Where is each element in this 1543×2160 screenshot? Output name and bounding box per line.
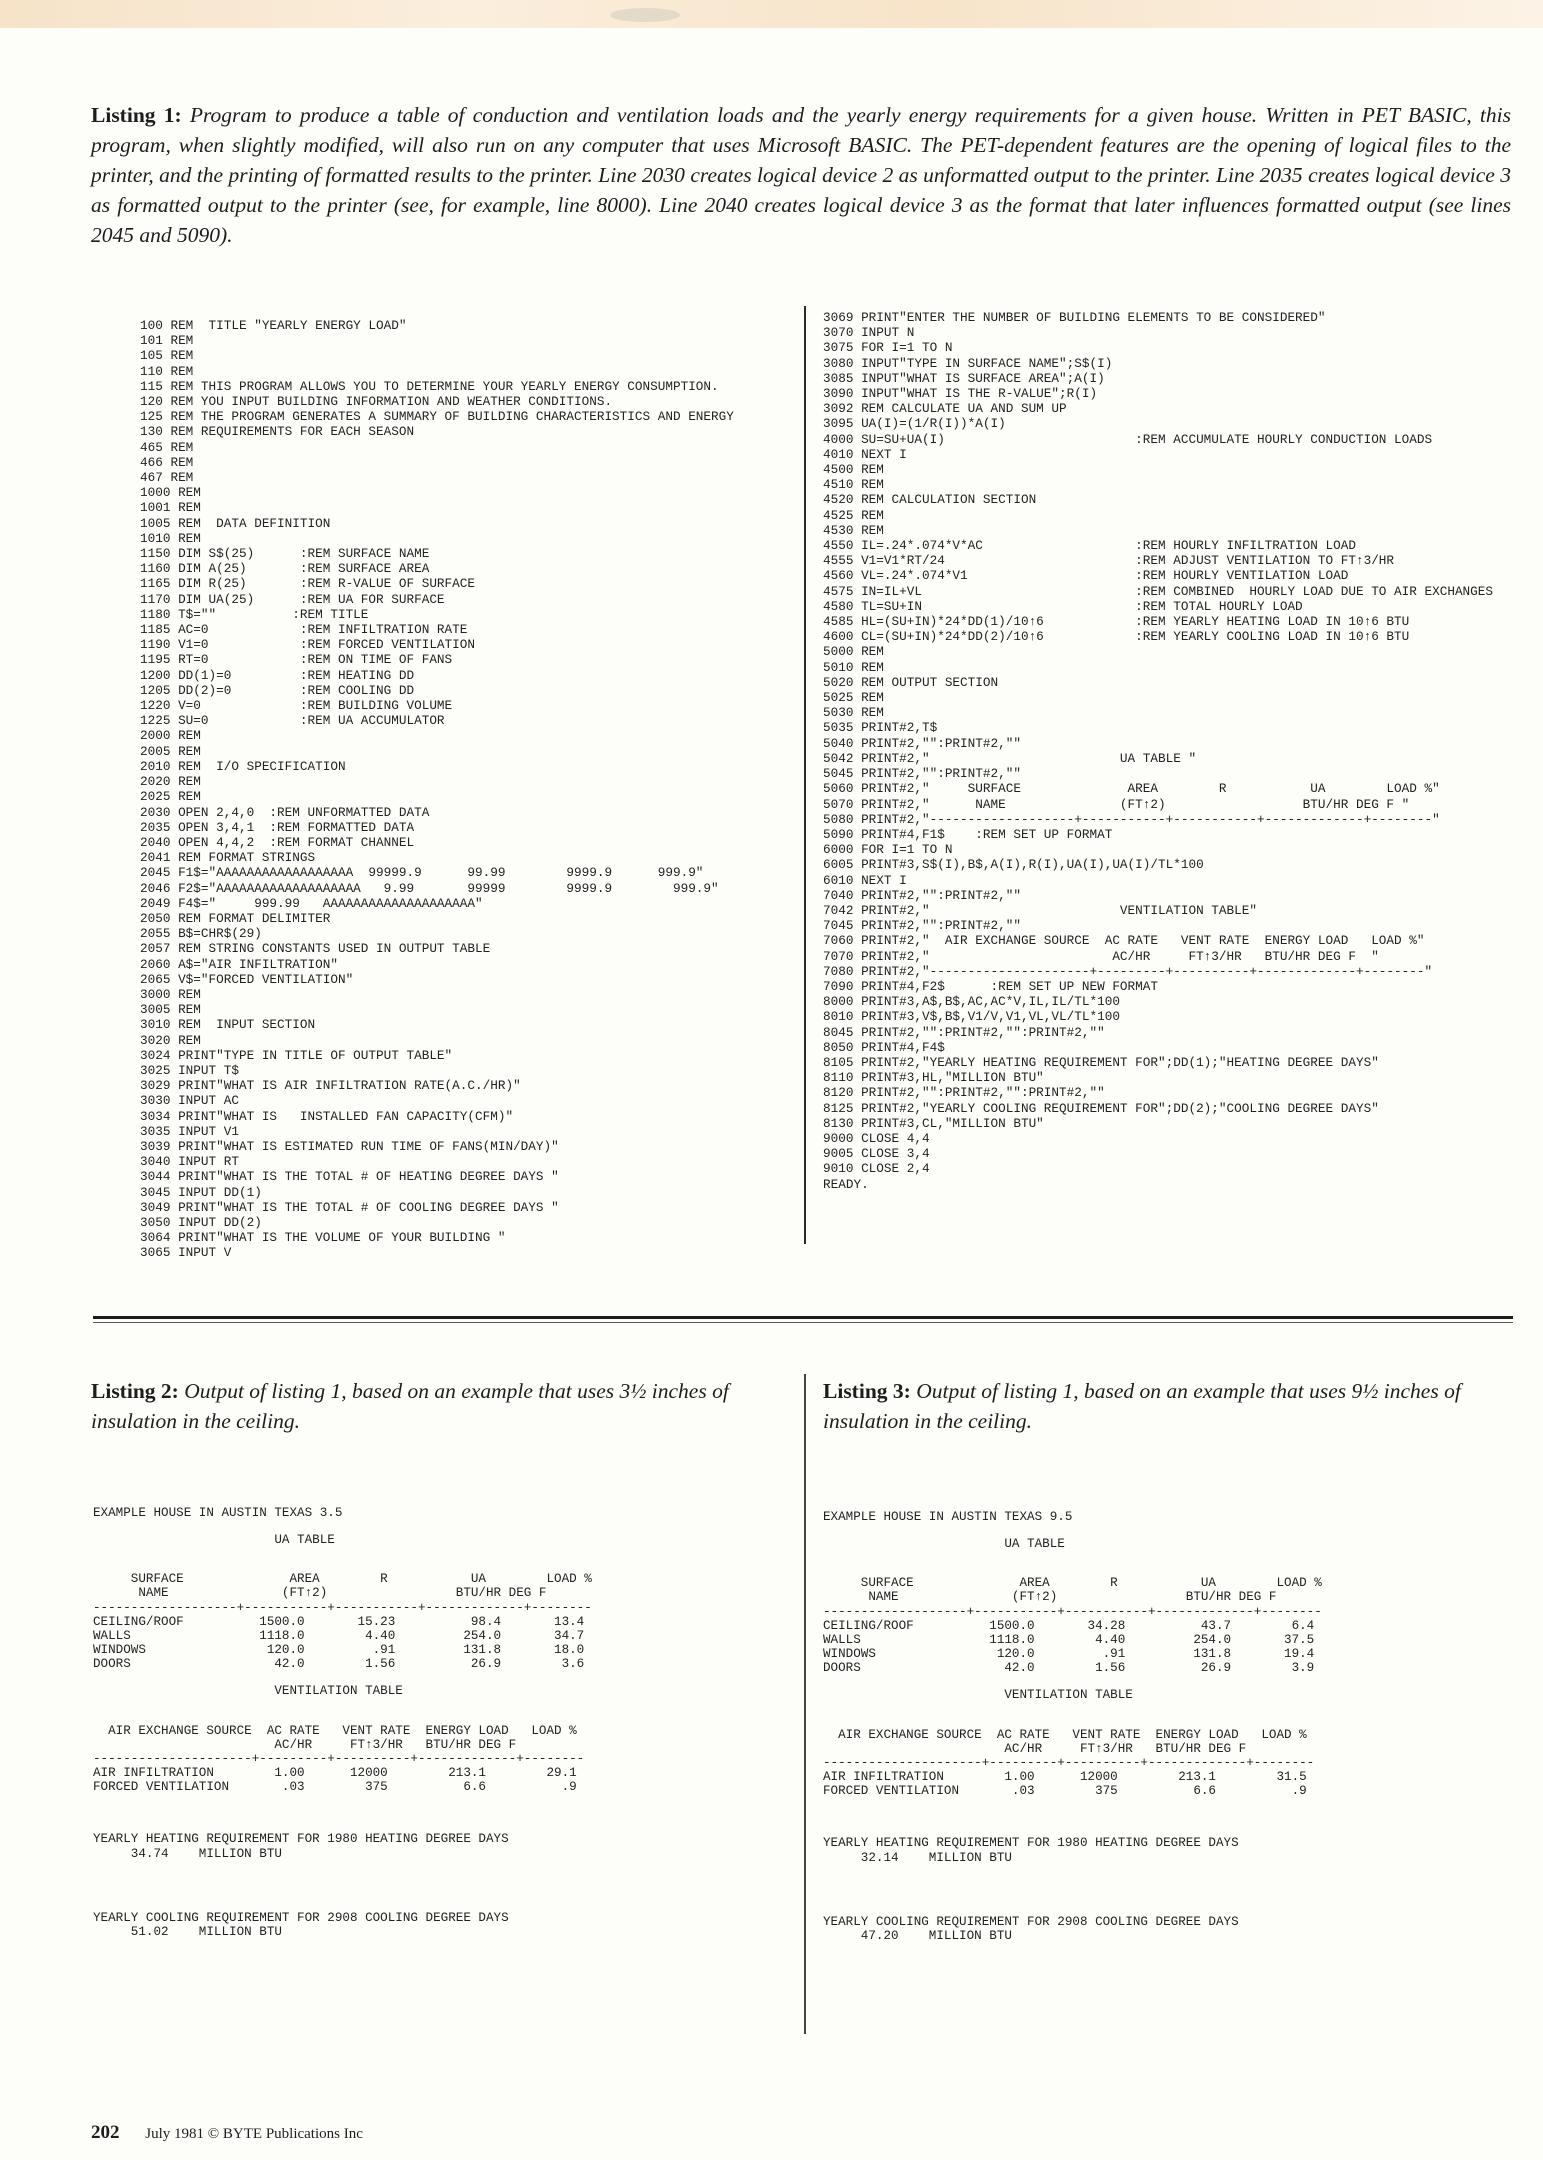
code-line: 105 REM (140, 348, 194, 364)
code-line: 2041 REM FORMAT STRINGS (140, 850, 316, 866)
code-line: 5090 PRINT#4,F1$ :REM SET UP FORMAT (823, 826, 1113, 842)
output-line (823, 1811, 1322, 1824)
code-line: 9005 CLOSE 3,4 (823, 1146, 930, 1162)
code-line: 5000 REM (823, 644, 884, 660)
code-line: 101 REM (140, 333, 194, 349)
output-line (823, 1865, 1322, 1878)
code-line: 5030 REM (823, 705, 884, 721)
code-line: 5025 REM (823, 690, 884, 706)
output-line (93, 1560, 592, 1573)
code-line: 3010 REM INPUT SECTION (140, 1017, 316, 1033)
output-line (93, 1899, 592, 1912)
output-line (93, 1807, 592, 1820)
code-line: 3000 REM (140, 986, 201, 1002)
output-line: WALLS 1118.0 4.40 254.0 37.5 (823, 1633, 1315, 1647)
output-line (823, 1551, 1322, 1564)
code-line: 2060 A$="AIR INFILTRATION" (140, 956, 338, 972)
code-line: 115 REM THIS PROGRAM ALLOWS YOU TO DETERMINE YOUR YEARLY ENERGY CONSUMPTION. (140, 378, 719, 394)
code-line: 3065 INPUT V (140, 1245, 232, 1261)
code-line: 1160 DIM A(25) :REM SURFACE AREA (140, 561, 430, 577)
code-line: 6000 FOR I=1 TO N (823, 842, 953, 858)
code-line: 4600 CL=(SU+IN)*24*DD(2)/10↑6 :REM YEARLY COOLING LOAD IN 10↑6 BTU (823, 629, 1410, 645)
code-line: 8110 PRINT#3,HL,"MILLION BTU" (823, 1070, 1044, 1086)
listing-2-caption (91, 1376, 781, 1436)
code-line: 3044 PRINT"WHAT IS THE TOTAL # OF HEATING DEGREE DAYS " (140, 1169, 559, 1185)
code-line: 2020 REM (140, 774, 201, 790)
code-line: 4510 REM (823, 477, 884, 493)
code-line: 6005 PRINT#3,S$(I),B$,A(I),R(I),UA(I),UA(I)/TL*100 (823, 857, 1204, 873)
code-line: 7080 PRINT#2,"---------------------+---------+----------+-------------+--------" (823, 963, 1433, 979)
code-line: 7070 PRINT#2," AC/HR FT↑3/HR BTU/HR DEG F " (823, 948, 1379, 964)
code-line: 1205 DD(2)=0 :REM COOLING DD (140, 682, 415, 698)
code-line: 2025 REM (140, 789, 201, 805)
code-line: 7090 PRINT#4,F2$ :REM SET UP NEW FORMAT (823, 978, 1159, 994)
code-line: 4520 REM CALCULATION SECTION (823, 492, 1037, 508)
output-line: ---------------------+---------+----------+-------------+-------- (93, 1752, 585, 1766)
code-line: 7045 PRINT#2,"":PRINT#2,"" (823, 918, 1021, 934)
code-line: 8050 PRINT#4,F4$ (823, 1039, 945, 1055)
top-color-strip (0, 0, 1543, 28)
publication-line: July 1981 © BYTE Publications Inc (145, 2126, 363, 2142)
print-smudge (610, 8, 680, 22)
code-line: 4010 NEXT I (823, 446, 907, 462)
code-line: 2050 REM FORMAT DELIMITER (140, 910, 331, 926)
code-line: 1220 V=0 :REM BUILDING VOLUME (140, 698, 453, 714)
output-line: 51.02 MILLION BTU (93, 1925, 282, 1940)
code-line: 7042 PRINT#2," VENTILATION TABLE" (823, 902, 1257, 918)
code-line: 1195 RT=0 :REM ON TIME OF FANS (140, 652, 453, 668)
code-line: 1200 DD(1)=0 :REM HEATING DD (140, 667, 415, 683)
output-line: -------------------+-----------+-----------+-------------+-------- (823, 1604, 1322, 1619)
code-line: 2005 REM (140, 743, 201, 759)
code-line: 2055 B$=CHR$(29) (140, 926, 262, 942)
code-line: 2030 OPEN 2,4,0 :REM UNFORMATTED DATA (140, 804, 430, 820)
listing-3-output (823, 1510, 1322, 1944)
code-line: 4555 V1=V1*RT/24 :REM ADJUST VENTILATION TO FT↑3/HR (823, 553, 1395, 569)
output-line (93, 1886, 592, 1899)
code-line: 100 REM TITLE "YEARLY ENERGY LOAD" (140, 318, 407, 333)
code-line: 2035 OPEN 3,4,1 :REM FORMATTED DATA (140, 819, 415, 835)
output-line (93, 1698, 592, 1711)
output-line (823, 1890, 1322, 1903)
code-line: 5035 PRINT#2,T$ (823, 720, 938, 736)
code-line: 3034 PRINT"WHAT IS INSTALLED FAN CAPACITY(CFM)" (140, 1108, 514, 1124)
code-line: 110 REM (140, 363, 194, 379)
code-line: 1010 REM (140, 530, 201, 546)
code-line: 3005 REM (140, 1002, 201, 1018)
code-line: 7060 PRINT#2," AIR EXCHANGE SOURCE AC RATE VENT RATE ENERGY LOAD LOAD %" (823, 933, 1425, 949)
code-line: 5045 PRINT#2,"":PRINT#2,"" (823, 766, 1021, 782)
listing-2-output (93, 1506, 592, 1940)
code-line: 8125 PRINT#2,"YEARLY COOLING REQUIREMENT FOR";DD(2);"COOLING DEGREE DAYS" (823, 1100, 1379, 1116)
code-line: 3064 PRINT"WHAT IS THE VOLUME OF YOUR BUILDING " (140, 1230, 506, 1246)
code-line: 5060 PRINT#2," SURFACE AREA R UA LOAD %" (823, 781, 1440, 797)
code-line: 1150 DIM S$(25) :REM SURFACE NAME (140, 546, 430, 562)
listing-3-caption (823, 1376, 1513, 1436)
output-line: YEARLY HEATING REQUIREMENT FOR 1980 HEATING DEGREE DAYS (93, 1832, 509, 1847)
code-line: 3092 REM CALCULATE UA AND SUM UP (823, 401, 1067, 417)
output-line: FORCED VENTILATION .03 375 6.6 .9 (93, 1780, 577, 1795)
code-line: 5042 PRINT#2," UA TABLE " (823, 750, 1197, 766)
output-line (823, 1799, 1322, 1812)
output-line: YEARLY HEATING REQUIREMENT FOR 1980 HEATING DEGREE DAYS (823, 1836, 1239, 1851)
code-line: 5040 PRINT#2,"":PRINT#2,"" (823, 735, 1021, 751)
code-line: 3029 PRINT"WHAT IS AIR INFILTRATION RATE(A.C./HR)" (140, 1078, 521, 1094)
code-line: 3049 PRINT"WHAT IS THE TOTAL # OF COOLING DEGREE DAYS " (140, 1199, 559, 1215)
code-line: 3030 INPUT AC (140, 1093, 239, 1109)
output-line (823, 1676, 1322, 1689)
listing-1-caption-text: Program to produce a table of conduction and ventilation loads and the yearly energy requirements for a given house. Written in PET BASIC, this program, when slightly modified, will also run on any computer that uses Microsoft BASIC. The PET-dependent features are the opening of logical files to the printer, and the printing of formatted results to the printer. Line 2030 creates logical device 2 as unformatted output to the printer. Line 2035 creates logical device 3 as formatted output to the printer (see, for example, line 8000). Line 2040 creates logical device 3 as the format that later influences formatted output (see lines 2045 and 5090). (91, 103, 1511, 247)
code-line: 4530 REM (823, 522, 884, 538)
listing-3-label: Listing 3: (823, 1379, 911, 1403)
listing-1-code-left (140, 318, 734, 1261)
output-line: EXAMPLE HOUSE IN AUSTIN TEXAS 9.5 (823, 1510, 1073, 1524)
output-line: EXAMPLE HOUSE IN AUSTIN TEXAS 3.5 (93, 1506, 343, 1520)
code-line: 120 REM YOU INPUT BUILDING INFORMATION AND WEATHER CONDITIONS. (140, 394, 613, 410)
code-line: 4000 SU=SU+UA(I) :REM ACCUMULATE HOURLY CONDUCTION LOADS (823, 431, 1433, 447)
output-line: DOORS 42.0 1.56 26.9 3.6 (93, 1657, 585, 1672)
code-line: 3070 INPUT N (823, 325, 915, 341)
listing-3-caption-text: Output of listing 1, based on an example that uses 9½ inches of insulation in the ceiling. (823, 1379, 1461, 1433)
output-line: WINDOWS 120.0 .91 131.8 18.0 (93, 1643, 585, 1658)
output-line: NAME (FT↑2) BTU/HR DEG F (93, 1586, 547, 1601)
code-line: 3025 INPUT T$ (140, 1062, 239, 1078)
code-line: 4500 REM (823, 462, 884, 478)
output-line: AIR EXCHANGE SOURCE AC RATE VENT RATE ENERGY LOAD LOAD % (823, 1727, 1307, 1742)
output-line: 47.20 MILLION BTU (823, 1929, 1012, 1944)
code-line: 1170 DIM UA(25) :REM UA FOR SURFACE (140, 591, 445, 607)
output-line (93, 1795, 592, 1808)
code-line: 3024 PRINT"TYPE IN TITLE OF OUTPUT TABLE" (140, 1047, 453, 1063)
code-line: 2049 F4$=" 999.99 AAAAAAAAAAAAAAAAAAAA" (140, 895, 483, 911)
listing-2-label: Listing 2: (91, 1379, 179, 1403)
code-line: 1185 AC=0 :REM INFILTRATION RATE (140, 622, 468, 638)
code-line: 8000 PRINT#3,A$,B$,AC,AC*V,IL,IL/TL*100 (823, 994, 1120, 1010)
code-line: 3020 REM (140, 1032, 201, 1048)
code-line: 3075 FOR I=1 TO N (823, 340, 953, 356)
code-line: 1005 REM DATA DEFINITION (140, 515, 331, 531)
code-line: 125 REM THE PROGRAM GENERATES A SUMMARY OF BUILDING CHARACTERISTICS AND ENERGY (140, 409, 734, 425)
output-line: VENTILATION TABLE (93, 1684, 403, 1699)
output-line: YEARLY COOLING REQUIREMENT FOR 2908 COOLING DEGREE DAYS (823, 1915, 1239, 1930)
code-line: 3080 INPUT"TYPE IN SURFACE NAME";S$(I) (823, 355, 1113, 371)
output-line (93, 1520, 592, 1533)
output-line: AIR EXCHANGE SOURCE AC RATE VENT RATE ENERGY LOAD LOAD % (93, 1723, 577, 1738)
output-line (93, 1861, 592, 1874)
output-line (93, 1820, 592, 1833)
output-line: -------------------+-----------+-----------+-------------+-------- (93, 1600, 592, 1615)
listing-1-label: Listing 1: (91, 103, 182, 127)
code-line: 1001 REM (140, 500, 201, 516)
code-line: 4580 TL=SU+IN :REM TOTAL HOURLY LOAD (823, 598, 1303, 614)
output-line (823, 1715, 1322, 1728)
code-line: 130 REM REQUIREMENTS FOR EACH SEASON (140, 424, 415, 440)
output-line (93, 1547, 592, 1560)
output-line (823, 1524, 1322, 1537)
page-number: 202 (91, 2122, 120, 2143)
code-line: 3040 INPUT RT (140, 1154, 239, 1170)
code-line: 5080 PRINT#2,"-------------------+-----------+-----------+-------------+--------" (823, 811, 1440, 827)
code-line: 4525 REM (823, 507, 884, 523)
code-line: 3090 INPUT"WHAT IS THE R-VALUE";R(I) (823, 386, 1098, 402)
output-line: FORCED VENTILATION .03 375 6.6 .9 (823, 1784, 1307, 1799)
code-line: 1000 REM (140, 485, 201, 501)
code-line: 2057 REM STRING CONSTANTS USED IN OUTPUT TABLE (140, 941, 491, 957)
code-line: 9010 CLOSE 2,4 (823, 1161, 930, 1177)
code-line: 2040 OPEN 4,4,2 :REM FORMAT CHANNEL (140, 834, 415, 850)
code-line: 3045 INPUT DD(1) (140, 1184, 262, 1200)
code-line: 1225 SU=0 :REM UA ACCUMULATOR (140, 713, 445, 729)
code-line: 3039 PRINT"WHAT IS ESTIMATED RUN TIME OF FANS(MIN/DAY)" (140, 1138, 559, 1154)
code-line: 467 REM (140, 470, 194, 486)
code-line: 5020 REM OUTPUT SECTION (823, 674, 999, 690)
output-line (93, 1711, 592, 1724)
output-line (823, 1903, 1322, 1916)
output-line: AC/HR FT↑3/HR BTU/HR DEG F (823, 1741, 1247, 1756)
code-line: 2046 F2$="AAAAAAAAAAAAAAAAAAA 9.99 99999 9999.9 999.9" (140, 880, 719, 896)
code-line: 2000 REM (140, 728, 201, 744)
output-line: NAME (FT↑2) BTU/HR DEG F (823, 1590, 1277, 1605)
listing-1-caption (91, 100, 1511, 250)
listing-2-caption-text: Output of listing 1, based on an example that uses 3½ inches of insulation in the ceiling. (91, 1379, 729, 1433)
code-line: 465 REM (140, 439, 194, 455)
code-line: 7040 PRINT#2,"":PRINT#2,"" (823, 887, 1021, 903)
output-line: CEILING/ROOF 1500.0 15.23 98.4 13.4 (93, 1614, 585, 1629)
code-line: 1190 V1=0 :REM FORCED VENTILATION (140, 637, 476, 653)
code-line: 4585 HL=(SU+IN)*24*DD(1)/10↑6 :REM YEARLY HEATING LOAD IN 10↑6 BTU (823, 614, 1410, 630)
output-line (93, 1873, 592, 1886)
output-line: CEILING/ROOF 1500.0 34.28 43.7 6.4 (823, 1618, 1315, 1633)
output-line (93, 1672, 592, 1685)
output-line: UA TABLE (823, 1536, 1065, 1551)
output-line: WINDOWS 120.0 .91 131.8 19.4 (823, 1647, 1315, 1662)
code-line: 4550 IL=.24*.074*V*AC :REM HOURLY INFILTRATION LOAD (823, 538, 1356, 554)
listing-divider (804, 1374, 806, 2034)
code-line: 2045 F1$="AAAAAAAAAAAAAAAAAA 99999.9 99.99 9999.9 999.9" (140, 865, 704, 881)
code-line: 3035 INPUT V1 (140, 1123, 239, 1139)
code-line: READY. (823, 1176, 869, 1192)
output-line: 32.14 MILLION BTU (823, 1850, 1012, 1865)
listing-1-code-right (823, 310, 1493, 1192)
code-line: 8120 PRINT#2,"":PRINT#2,"":PRINT#2,"" (823, 1085, 1105, 1101)
output-line: UA TABLE (93, 1532, 335, 1547)
code-line: 2065 V$="FORCED VENTILATION" (140, 971, 354, 987)
code-line: 3085 INPUT"WHAT IS SURFACE AREA";A(I) (823, 370, 1105, 386)
code-line: 3095 UA(I)=(1/R(I))*A(I) (823, 416, 1006, 432)
column-divider (804, 306, 806, 1244)
code-line: 1180 T$="" :REM TITLE (140, 606, 369, 622)
code-line: 2010 REM I/O SPECIFICATION (140, 758, 346, 774)
output-line (823, 1564, 1322, 1577)
output-line: AIR INFILTRATION 1.00 12000 213.1 31.5 (823, 1770, 1307, 1785)
output-line (823, 1824, 1322, 1837)
page-footer (91, 2122, 363, 2144)
output-line: VENTILATION TABLE (823, 1688, 1133, 1703)
code-line: 1165 DIM R(25) :REM R-VALUE OF SURFACE (140, 576, 476, 592)
output-line: WALLS 1118.0 4.40 254.0 34.7 (93, 1629, 585, 1643)
output-line (823, 1702, 1322, 1715)
code-line: 4575 IN=IL+VL :REM COMBINED HOURLY LOAD DUE TO AIR EXCHANGES (823, 583, 1494, 599)
output-line (823, 1877, 1322, 1890)
section-rule (93, 1316, 1513, 1319)
output-line: SURFACE AREA R UA LOAD % (93, 1572, 592, 1587)
code-line: 466 REM (140, 454, 194, 470)
output-line: YEARLY COOLING REQUIREMENT FOR 2908 COOLING DEGREE DAYS (93, 1911, 509, 1926)
code-line: 5070 PRINT#2," NAME (FT↑2) BTU/HR DEG F " (823, 796, 1410, 812)
code-line: 8045 PRINT#2,"":PRINT#2,"":PRINT#2,"" (823, 1024, 1105, 1040)
code-line: 8130 PRINT#3,CL,"MILLION BTU" (823, 1115, 1044, 1131)
code-line: 6010 NEXT I (823, 872, 907, 888)
output-line: AIR INFILTRATION 1.00 12000 213.1 29.1 (93, 1766, 577, 1781)
code-line: 4560 VL=.24*.074*V1 :REM HOURLY VENTILATION LOAD (823, 568, 1349, 584)
code-line: 3050 INPUT DD(2) (140, 1214, 262, 1230)
output-line: SURFACE AREA R UA LOAD % (823, 1576, 1322, 1591)
output-line: ---------------------+---------+----------+-------------+-------- (823, 1756, 1315, 1770)
code-line: 8010 PRINT#3,V$,B$,V1/V,V1,VL,VL/TL*100 (823, 1009, 1120, 1025)
output-line: DOORS 42.0 1.56 26.9 3.9 (823, 1661, 1315, 1676)
code-line: 5010 REM (823, 659, 884, 675)
code-line: 3069 PRINT"ENTER THE NUMBER OF BUILDING ELEMENTS TO BE CONSIDERED" (823, 310, 1326, 325)
section-rule-thin (93, 1322, 1513, 1323)
code-line: 8105 PRINT#2,"YEARLY HEATING REQUIREMENT FOR";DD(1);"HEATING DEGREE DAYS" (823, 1054, 1379, 1070)
output-line: 34.74 MILLION BTU (93, 1846, 282, 1861)
code-line: 9000 CLOSE 4,4 (823, 1130, 930, 1146)
output-line: AC/HR FT↑3/HR BTU/HR DEG F (93, 1737, 517, 1752)
